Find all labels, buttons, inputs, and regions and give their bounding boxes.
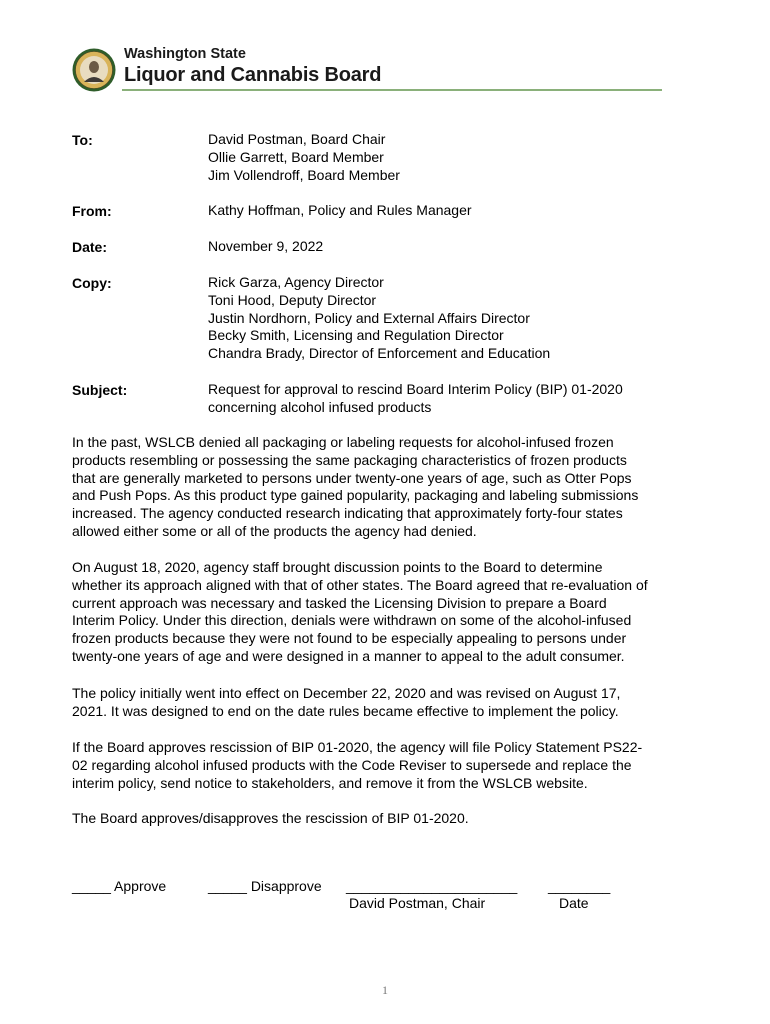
body-paragraph-5 [72, 810, 702, 828]
copy-label: Copy: [72, 275, 112, 291]
subject-line: concerning alcohol infused products [208, 398, 432, 415]
body-paragraph-4 [72, 739, 702, 792]
disapprove-option: _____ Disapprove [208, 878, 322, 894]
signer-caption: David Postman, Chair [349, 895, 486, 911]
paragraph-line: frozen products because they were not found to be especially appealing to persons under [72, 630, 627, 647]
paragraph-line: twenty-one years of age and were designed in a manner to appeal to the adult consumer. [72, 647, 625, 664]
copy-line: Becky Smith, Licensing and Regulation Director [208, 327, 504, 344]
paragraph-line: The Board approves/disapproves the rescission of BIP 01-2020. [72, 810, 469, 826]
header-divider [122, 89, 662, 91]
page-number: 1 [382, 983, 388, 997]
state-seal-logo [72, 48, 116, 92]
subject-value [208, 381, 623, 417]
paragraph-line: that are generally marketed to persons under twenty-one years of age, such as Otter Pops [72, 469, 632, 486]
from-value: Kathy Hoffman, Policy and Rules Manager [208, 202, 472, 218]
date-label: Date: [72, 239, 108, 255]
org-name-line2: Liquor and Cannabis Board [124, 64, 382, 86]
to-line: David Postman, Board Chair [208, 131, 386, 147]
paragraph-line: whether its approach aligned with that of other states. The Board agreed that re-evaluation of [72, 576, 648, 593]
date-caption: Date [559, 895, 589, 911]
to-line: Jim Vollendroff, Board Member [208, 166, 400, 183]
paragraph-line: products resembling or possessing the same packaging characteristics of frozen products [72, 451, 627, 468]
paragraph-line: Interim Policy. Under this direction, denials were withdrawn on some of the alcohol-infused [72, 612, 632, 629]
copy-line: Rick Garza, Agency Director [208, 274, 384, 290]
paragraph-line: allowed either some or all of the products the agency had denied. [72, 522, 477, 539]
body-paragraph-3 [72, 685, 702, 721]
org-name-line1: Washington State [124, 46, 246, 62]
paragraph-line: The policy initially went into effect on December 22, 2020 and was revised on August 17, [72, 685, 621, 701]
subject-label: Subject: [72, 382, 128, 398]
date-line: ________ [548, 878, 611, 894]
copy-line: Chandra Brady, Director of Enforcement and Education [208, 345, 551, 362]
date-value: November 9, 2022 [208, 238, 324, 254]
paragraph-line: current approach was necessary and tasked the Licensing Division to prepare a Board [72, 594, 607, 611]
paragraph-line: and Push Pops. As this product type gained popularity, packaging and labeling submissions [72, 487, 639, 504]
subject-line: Request for approval to rescind Board Interim Policy (BIP) 01-2020 [208, 381, 623, 397]
copy-line: Justin Nordhorn, Policy and External Affairs Director [208, 309, 530, 326]
body-paragraph-2 [72, 559, 702, 666]
to-label: To: [72, 132, 93, 148]
approve-option: _____ Approve [72, 878, 167, 894]
copy-recipients [208, 274, 550, 363]
to-line: Ollie Garrett, Board Member [208, 148, 384, 165]
signature-line: ______________________ [346, 878, 518, 894]
paragraph-line: In the past, WSLCB denied all packaging or labeling requests for alcohol-infused frozen [72, 434, 614, 450]
paragraph-line: 02 regarding alcohol infused products with the Code Reviser to supersede and replace the [72, 756, 632, 773]
from-label: From: [72, 203, 112, 219]
paragraph-line: 2021. It was designed to end on the date rules became effective to implement the policy. [72, 702, 619, 719]
paragraph-line: interim policy, send notice to stakeholders, and remove it from the WSLCB website. [72, 774, 588, 791]
to-recipients [208, 131, 400, 184]
copy-line: Toni Hood, Deputy Director [208, 291, 377, 308]
paragraph-line: If the Board approves rescission of BIP 01-2020, the agency will file Policy Statement PS22- [72, 739, 643, 755]
paragraph-line: On August 18, 2020, agency staff brought discussion points to the Board to determine [72, 559, 603, 575]
paragraph-line: increased. The agency conducted research indicating that approximately forty-four states [72, 505, 623, 522]
body-paragraph-1 [72, 434, 702, 541]
